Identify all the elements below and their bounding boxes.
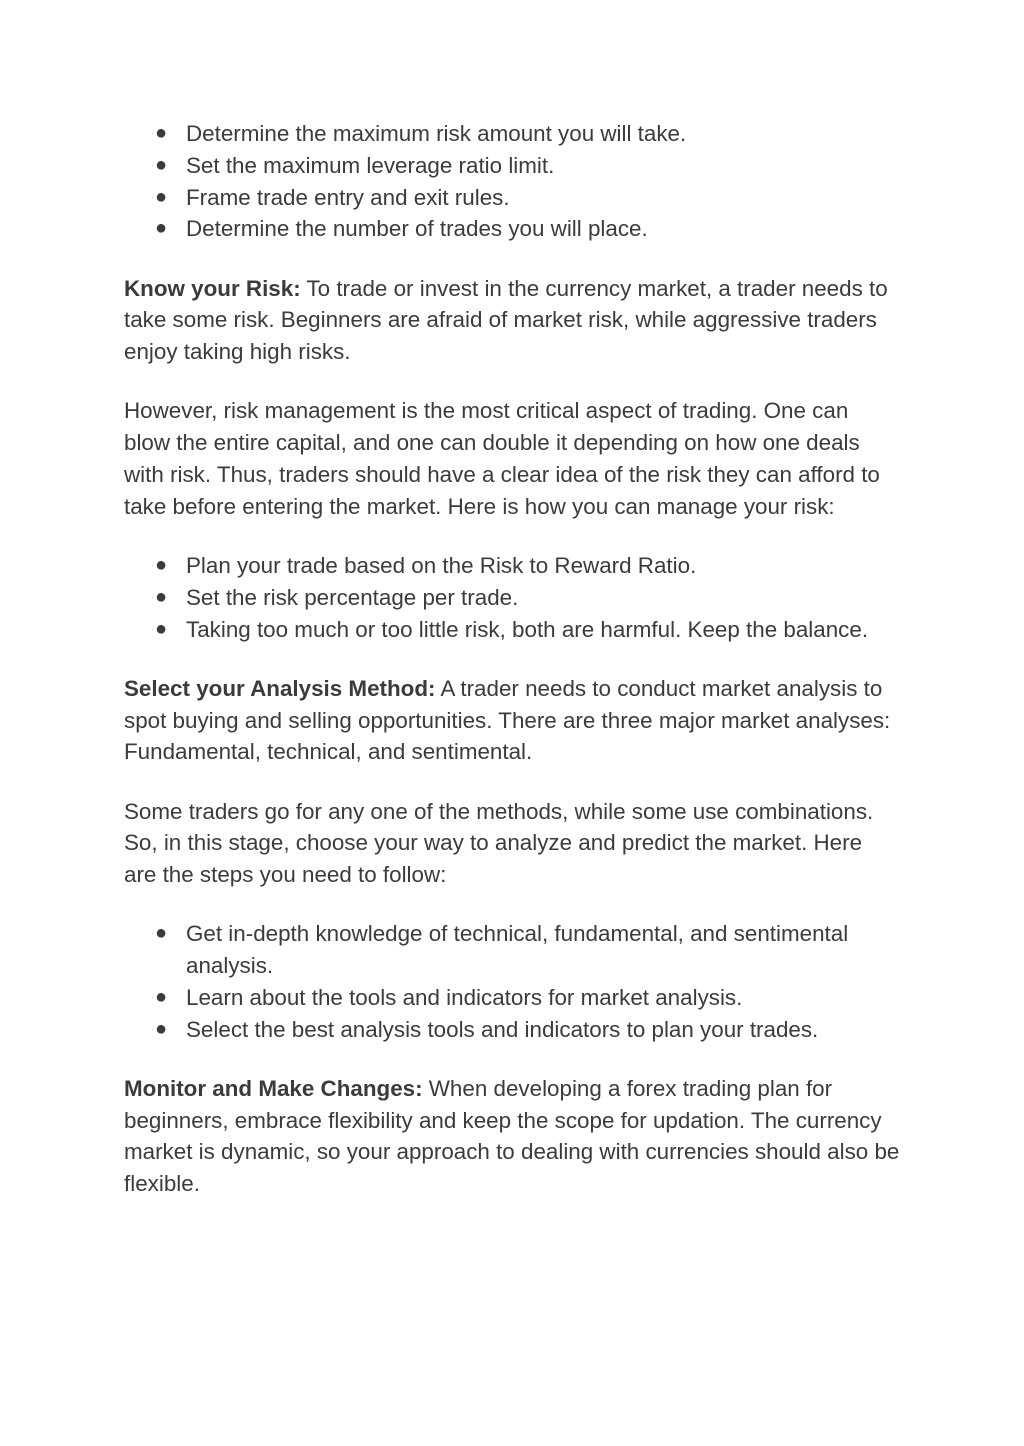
list-item: ● Determine the number of trades you will place. [124, 213, 900, 245]
section-heading: Select your Analysis Method: [124, 675, 436, 701]
list-item: ● Frame trade entry and exit rules. [124, 182, 900, 214]
risk-steps-list [124, 550, 900, 645]
bullet-icon: ● [155, 922, 168, 945]
bullet-icon: ● [155, 585, 168, 608]
section-heading: Monitor and Make Changes: [124, 1075, 423, 1101]
bullet-icon: ● [155, 153, 168, 176]
know-your-risk-paragraph: Know your Risk: To trade or invest in the currency market, a trader needs to take some risk. Beginners are afraid of market risk, while aggressive traders enjoy taking high risks. [124, 275, 888, 365]
list-item: ● Select the best analysis tools and indicators to plan your trades. [124, 1014, 900, 1046]
list-item: ● Plan your trade based on the Risk to Reward Ratio. [124, 550, 900, 582]
bullet-icon: ● [155, 1017, 168, 1040]
section-heading: Know your Risk: [124, 275, 301, 301]
analysis-combination-paragraph: Some traders go for any one of the methods, while some use combinations. So, in this stage, choose your way to analyze and predict the market. Here are the steps you need to follow: [124, 798, 874, 888]
monitor-changes-paragraph: Monitor and Make Changes: When developing a forex trading plan for beginners, embrace flexibility and keep the scope for updation. The currency market is dynamic, so your approach to dealing with currencies should also be flexible. [124, 1075, 900, 1197]
bullet-icon: ● [155, 553, 168, 576]
bullet-icon: ● [155, 217, 168, 240]
analysis-method-paragraph: Select your Analysis Method: A trader needs to conduct market analysis to spot buying and selling opportunities. There are three major market analyses: Fundamental, technical, and sentimental. [124, 675, 891, 765]
risk-management-paragraph: However, risk management is the most critical aspect of trading. One can blow the entire capital, and one can double it depending on how one deals with risk. Thus, traders should have a clear idea of the risk they can afford to take before entering the market. Here is how you can manage your risk: [124, 398, 880, 519]
plan-steps-list [124, 118, 900, 245]
bullet-icon: ● [155, 617, 168, 640]
analysis-steps-list [124, 918, 900, 1045]
bullet-icon: ● [155, 122, 168, 144]
list-item: ● Taking too much or too little risk, both are harmful. Keep the balance. [124, 614, 900, 646]
list-item: ● Learn about the tools and indicators for market analysis. [124, 982, 900, 1014]
bullet-icon: ● [155, 185, 168, 208]
list-item: ● Set the risk percentage per trade. [124, 582, 900, 614]
list-item: ● Get in-depth knowledge of technical, fundamental, and sentimental analysis. [124, 918, 900, 982]
list-item: ● Determine the maximum risk amount you will take. [124, 118, 900, 150]
bullet-icon: ● [155, 985, 168, 1008]
list-item: ● Set the maximum leverage ratio limit. [124, 150, 900, 182]
document-page [124, 118, 900, 1200]
